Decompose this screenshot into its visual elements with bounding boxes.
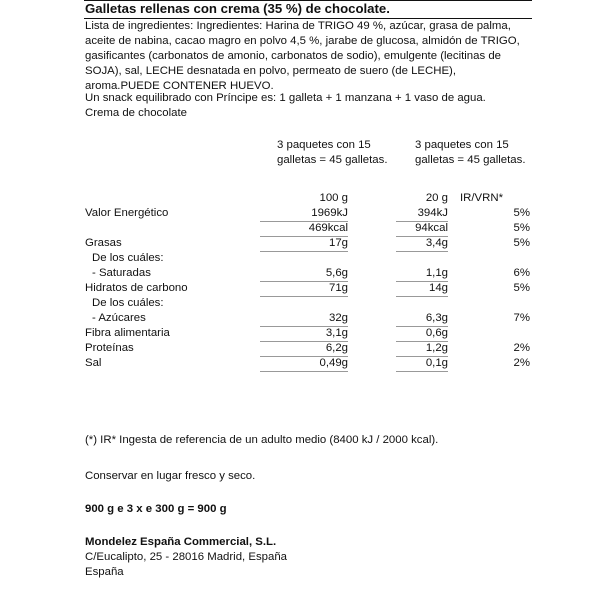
table-row-per100: 17g — [328, 237, 348, 249]
table-row-per100: 0,49g — [319, 357, 348, 369]
table-row-per20: 1,1g — [425, 267, 448, 279]
label-panel — [84, 0, 532, 600]
snack-text: Un snack equilibrado con Príncipe es: 1 galleta + 1 manzana + 1 vaso de agua. — [85, 92, 486, 104]
column-header-per20: 3 paquetes con 15 galletas = 45 galletas. — [415, 139, 526, 166]
table-row-ir: 5% — [513, 207, 530, 219]
table-row-label: Sal — [85, 357, 102, 369]
table-row-label: Fibra alimentaria — [85, 327, 170, 339]
table-row-ir: 5% — [513, 282, 530, 294]
table-row-per100: 3,1g — [325, 327, 348, 339]
table-row-ir: 7% — [513, 312, 530, 324]
table-row-label: - Saturadas — [92, 267, 151, 279]
table-row-per20: 94kcal — [415, 222, 448, 234]
table-row-ir: 5% — [513, 237, 530, 249]
row-separator — [396, 296, 448, 297]
table-row-per20: 394kJ — [417, 207, 448, 219]
table-row-per100: 6,2g — [325, 342, 348, 354]
footnote-text: (*) IR* Ingesta de referencia de un adulto medio (8400 kJ / 2000 kcal). — [85, 434, 439, 446]
row-separator — [260, 371, 348, 372]
table-row-ir: 2% — [513, 357, 530, 369]
row-separator — [396, 251, 448, 252]
head-per100: 100 g — [319, 192, 348, 204]
table-row-per100: 469kcal — [308, 222, 348, 234]
head-ir: IR/VRN* — [460, 192, 504, 204]
product-title: Galletas rellenas con crema (35 %) de chocolate. — [85, 1, 390, 16]
table-row-per20: 6,3g — [425, 312, 448, 324]
row-separator — [260, 251, 348, 252]
table-row-label: Hidratos de carbono — [85, 282, 188, 294]
table-row-per20: 1,2g — [425, 342, 448, 354]
table-row-label: Grasas — [85, 237, 122, 249]
table-row-label: De los cuáles: — [92, 252, 164, 264]
table-row-label: - Azúcares — [92, 312, 146, 324]
table-row-per20: 0,6g — [425, 327, 448, 339]
company-name: Mondelez España Commercial, S.L. — [85, 536, 277, 548]
table-row-per100: 1969kJ — [311, 207, 348, 219]
table-row-ir: 6% — [513, 267, 530, 279]
weight-text: 900 g e 3 x e 300 g = 900 g — [85, 503, 227, 515]
table-row-per100: 71g — [328, 282, 348, 294]
table-row-ir: 2% — [513, 342, 530, 354]
ingredients-text: Lista de ingredientes: Ingredientes: Harina de TRIGO 49 %, azúcar, grasa de palma, aceite de nabina, cacao magro en polvo 4,5 %, jarabe de glucosa, almidón de TRIGO, gasificantes (carbonatos de amonio, carbonatos de sodio), emulgente (lecitinas de SOJA), sal, LECHE desnatada en polvo, permeato de suero (de LECHE), aroma.PUEDE CONTENER HUEVO. — [85, 20, 520, 92]
table-row-per20: 14g — [428, 282, 448, 294]
table-row-per20: 0,1g — [425, 357, 448, 369]
flavor-text: Crema de chocolate — [85, 107, 187, 119]
table-row-per20: 3,4g — [425, 237, 448, 249]
table-row-per100: 5,6g — [325, 267, 348, 279]
table-row-per100: 32g — [328, 312, 348, 324]
table-row-label: Proteínas — [85, 342, 134, 354]
row-separator — [260, 296, 348, 297]
row-separator — [396, 371, 448, 372]
head-per20: 20 g — [425, 192, 448, 204]
table-row-label: De los cuáles: — [92, 297, 164, 309]
storage-text: Conservar en lugar fresco y seco. — [85, 470, 256, 482]
company-country: España — [85, 566, 124, 578]
table-row-ir: 5% — [513, 222, 530, 234]
table-row-label: Valor Energético — [85, 207, 169, 219]
column-header-per100: 3 paquetes con 15 galletas = 45 galletas. — [277, 139, 388, 166]
company-address: C/Eucalipto, 25 - 28016 Madrid, España — [85, 551, 287, 563]
